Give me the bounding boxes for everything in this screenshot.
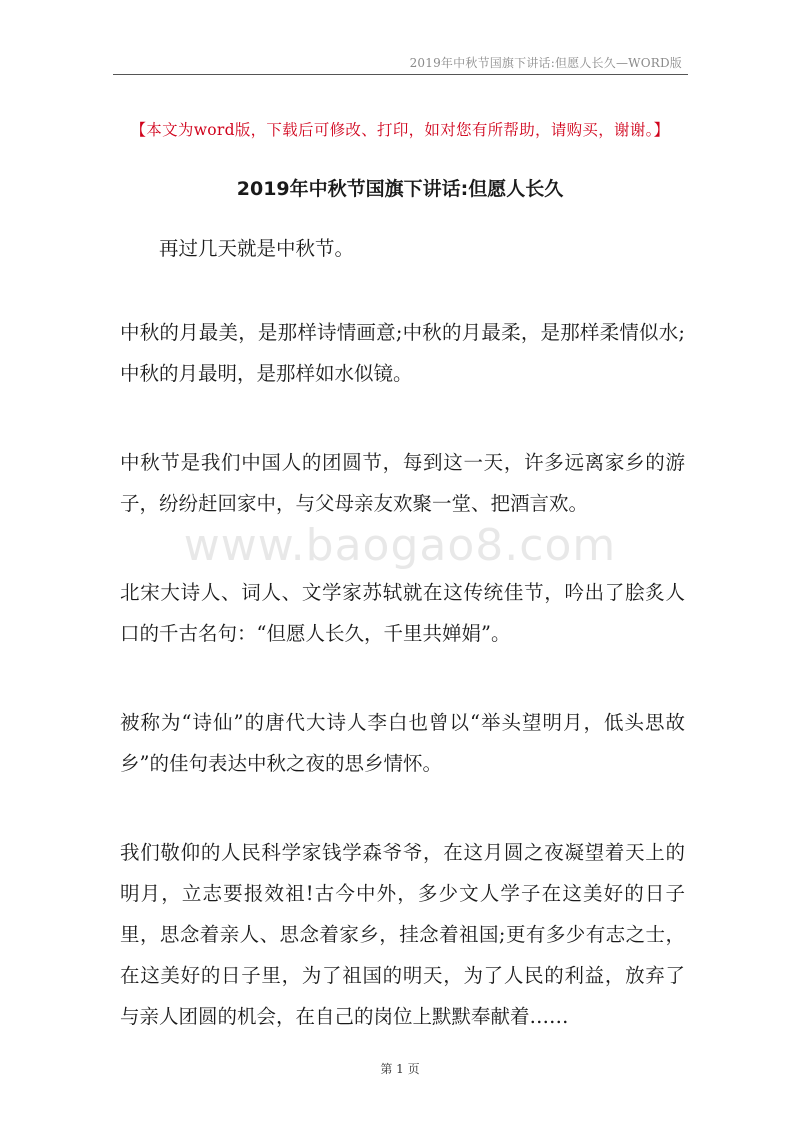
running-header: 2019年中秋节国旗下讲话:但愿人长久—WORD版 xyxy=(409,56,682,70)
paragraph: 我们敬仰的人民科学家钱学森爷爷，在这月圆之夜凝望着天上的明月，立志要报效祖!古今中外，多少文人学子在这美好的日子里，思念着亲人、思念着家乡，挂念着祖国;更有多少有志之士，在这美好的日子里，为了祖国的明天，为了人民的利益，放弃了与亲人团圆的机会，在自己的岗位上默默奉献着…… xyxy=(120,841,685,1028)
header-divider xyxy=(113,74,688,75)
document-title: 2019年中秋节国旗下讲话:但愿人长久 xyxy=(236,178,564,200)
watermark: www.baogao8.com xyxy=(183,520,617,571)
paragraph: 再过几天就是中秋节。 xyxy=(159,237,355,260)
paragraph: 被称为“诗仙”的唐代大诗人李白也曾以“举头望明月，低头思故乡”的佳句表达中秋之夜的思乡情怀。 xyxy=(120,711,685,775)
page-number: 第 1 页 xyxy=(380,1062,420,1076)
document-body xyxy=(120,228,685,1085)
paragraph: 北宋大诗人、词人、文学家苏轼就在这传统佳节，吟出了脍炙人口的千古名句：“但愿人长久，千里共婵娟”。 xyxy=(120,581,685,645)
paragraph: 中秋节是我们中国人的团圆节，每到这一天，许多远离家乡的游子，纷纷赶回家中，与父母亲友欢聚一堂、把酒言欢。 xyxy=(120,451,685,515)
download-notice: 【本文为word版，下载后可修改、打印，如对您有所帮助，请购买，谢谢。】 xyxy=(130,121,670,139)
paragraph: 中秋的月最美，是那样诗情画意;中秋的月最柔，是那样柔情似水;中秋的月最明，是那样如水似镜。 xyxy=(120,321,685,385)
